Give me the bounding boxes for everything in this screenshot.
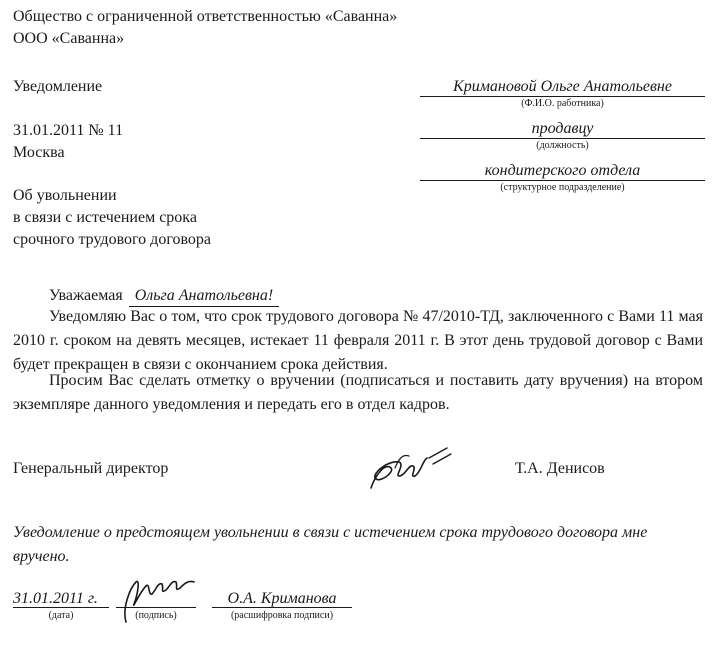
receipt-signature-caption: (подпись) [135,610,177,621]
doc-type: Уведомление [13,78,103,95]
director-signature-image [365,438,460,496]
addressee-name-underline [420,96,705,97]
addressee-position-underline [420,138,705,139]
addressee-position-caption: (должность) [536,140,589,151]
receipt-statement: Уведомление о предстоящем увольнении в связи с истечением срока трудового договора мне вручено. [13,524,648,565]
greeting-name: Ольга Анатольевна! [129,286,280,307]
addressee-department: кондитерского отдела [484,162,641,179]
receipt-date: 31.01.2011 г. [13,590,98,607]
org-short-name: ООО «Саванна» [13,30,125,47]
signatory-name: Т.А. Денисов [515,460,605,477]
body-paragraph-2: Просим Вас сделать отметку о вручении (подписаться и поставить дату вручения) на втором экземпляре данного уведомления и передать его в отдел кадров. [13,372,703,413]
greeting [49,286,279,307]
receipt-name: О.А. Криманова [227,590,337,607]
receipt-date-caption: (дата) [48,610,74,621]
signatory-title: Генеральный директор [13,460,169,477]
addressee-department-caption: (структурное подразделение) [500,182,625,193]
org-full-name: Общество с ограниченной ответственностью «Саванна» [13,8,398,25]
receipt-name-underline [212,607,352,608]
addressee-name: Кримановой Ольге Анатольевне [453,78,672,95]
subject-line: в связи с истечением срока [13,209,197,226]
receipt-signature-underline [116,607,196,608]
doc-city: Москва [13,144,65,161]
greeting-prefix: Уважаемая [49,287,123,304]
body-paragraph-1: Уведомляю Вас о том, что срок трудового договора № 47/2010-ТД, заключенного с Вами 11 мая 2010 г. сроком на девять месяцев, истекает 11 февраля 2011 г. В этот день трудовой договор с Вами будет прекращен в связи с окончанием срока действия. [13,308,703,373]
addressee-position: продавцу [531,120,594,137]
addressee-name-caption: (Ф.И.О. работника) [521,98,604,109]
subject-line: Об увольнении [13,187,117,204]
receipt-name-caption: (расшифровка подписи) [230,610,334,621]
receipt-date-underline [13,607,109,608]
doc-date-number: 31.01.2011 № 11 [13,122,124,139]
subject-line: срочного трудового договора [13,231,212,248]
addressee-department-underline [420,180,705,181]
